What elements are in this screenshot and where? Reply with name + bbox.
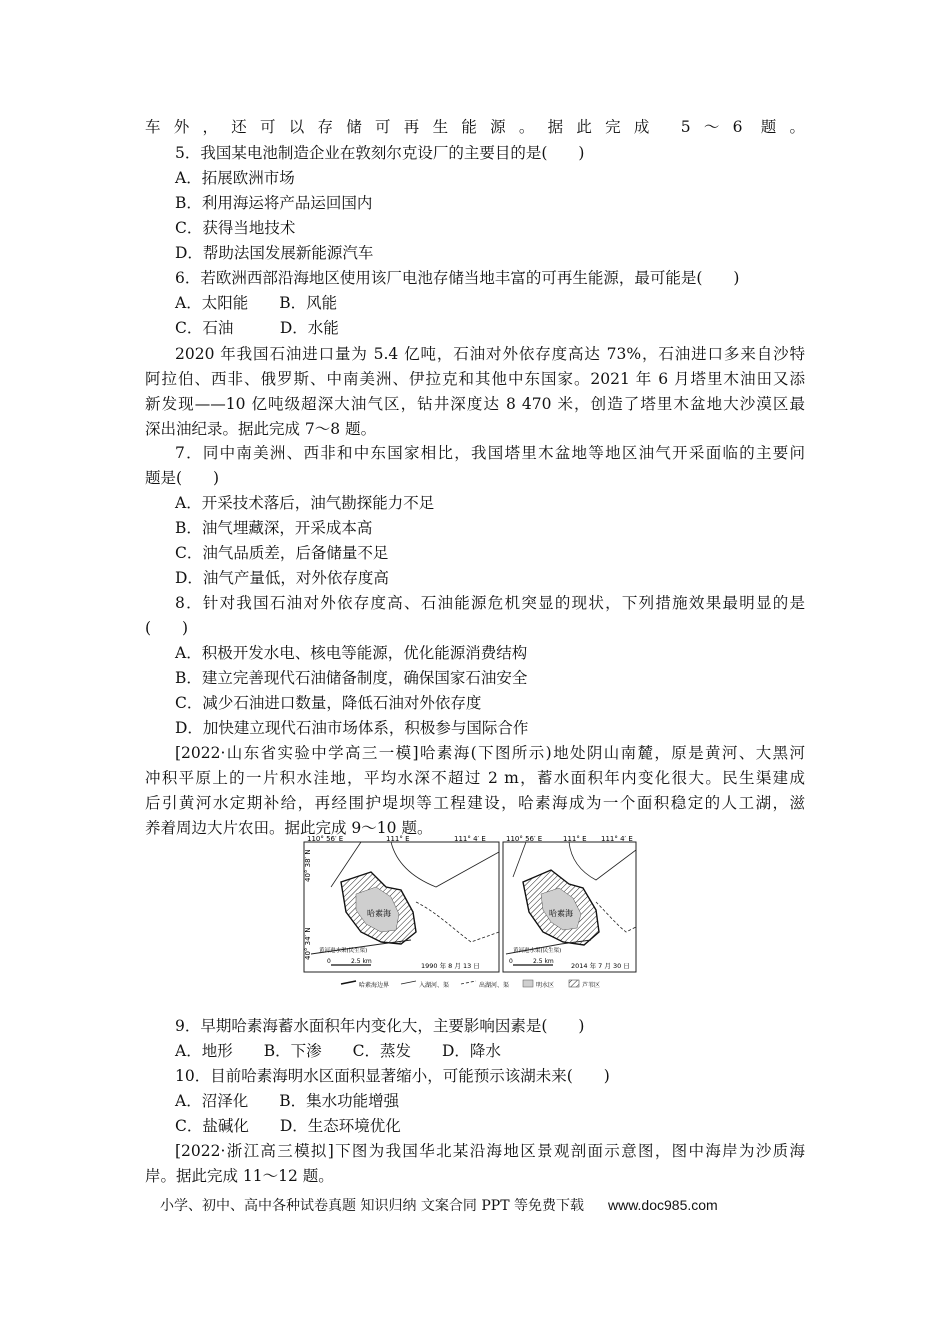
lon-label: 111° E [563, 835, 587, 843]
option-line: C．盐碱化 D．生态环境优化 [175, 1117, 401, 1135]
question-5: 5．我国某电池制造企业在敦刻尔克设厂的主要目的是( ) [175, 144, 585, 162]
option-line: D．油气产量低，对外依存度高 [175, 569, 389, 587]
canal-label: 黄河进水渠(民生渠) [319, 948, 368, 954]
map-1990 [304, 835, 499, 972]
paragraph-line: 车外，还可以存储可再生能源。据此完成 5～6 题。 [145, 118, 805, 136]
option-line: A．开采技术落后，油气勘探能力不足 [175, 494, 435, 512]
question-9: 9．早期哈素海蓄水面积年内变化大，主要影响因素是( ) [175, 1017, 585, 1035]
lake-name: 哈素海 [549, 909, 573, 918]
paragraph-line: 新发现——10 亿吨级超深大油气区，钻井深度达 8 470 米，创造了塔里木盆地大沙漠区最 [145, 395, 805, 413]
map-2014 [503, 835, 636, 972]
question-10: 10．目前哈素海明水区面积显著缩小，可能预示该湖未来( ) [175, 1067, 610, 1085]
lat-label: 40° 38′ N [304, 849, 312, 882]
question-8: 8．针对我国石油对外依存度高、石油能源危机突显的现状，下列措施效果最明显的是 [175, 594, 805, 612]
option-line: C．油气品质差，后备储量不足 [175, 544, 389, 562]
paragraph-line: 养着周边大片农田。据此完成 9～10 题。 [145, 819, 433, 837]
paragraph-line: 深出油纪录。据此完成 7～8 题。 [145, 420, 377, 438]
hasuhai-map-figure [301, 832, 639, 992]
lake-name: 哈素海 [367, 909, 391, 918]
question-6: 6．若欧洲西部沿海地区使用该厂电池存储当地丰富的可再生能源，最可能是( ) [175, 269, 740, 287]
scale-label: 2.5 km [351, 958, 372, 965]
option-line: D．帮助法国发展新能源汽车 [175, 244, 374, 262]
lon-label: 111° E [386, 835, 410, 843]
legend-item: 哈素海边界 [359, 982, 390, 989]
scale-zero: 0 [327, 958, 331, 965]
option-line: B．建立完善现代石油储备制度，确保国家石油安全 [175, 669, 528, 687]
lon-label: 111° 4′ E [601, 835, 633, 843]
legend-item: 入湖河、渠 [419, 982, 450, 989]
question-7: 7．同中南美洲、西非和中东国家相比，我国塔里木盆地等地区油气开采面临的主要问 [175, 444, 805, 462]
footer-text: 小学、初中、高中各种试卷真题 知识归纳 文案合同 PPT 等免费下载 [160, 1198, 584, 1214]
page-footer [160, 1195, 718, 1215]
option-line: A．地形 B．下渗 C．蒸发 D．降水 [175, 1042, 501, 1060]
lon-label: 110° 56′ E [307, 835, 344, 843]
legend-item: 出湖河、渠 [479, 982, 510, 989]
footer-url[interactable]: www.doc985.com [607, 1197, 718, 1213]
option-line: B．油气埋藏深，开采成本高 [175, 519, 373, 537]
question-8-cont: ( ) [145, 619, 189, 637]
lon-label: 111° 4′ E [454, 835, 486, 843]
paragraph-line: 岸。据此完成 11～12 题。 [145, 1167, 334, 1185]
paragraph-line: [2022·山东省实验中学高三一模]哈素海(下图所示)地处阴山南麓，原是黄河、大黑河 [175, 744, 805, 762]
boundary-legend-icon [341, 981, 356, 984]
inflow-legend-icon [401, 981, 416, 984]
paragraph-line: [2022·浙江高三模拟]下图为我国华北某沿海地区景观剖面示意图，图中海岸为沙质海 [175, 1142, 805, 1160]
option-line: A．积极开发水电、核电等能源，优化能源消费结构 [175, 644, 528, 662]
map-date: 2014 年 7 月 30 日 [571, 962, 630, 970]
canal-label: 黄河进水渠(民生渠) [513, 948, 562, 954]
option-line: C．减少石油进口数量，降低石油对外依存度 [175, 694, 482, 712]
outflow-legend-icon [461, 981, 476, 984]
reed-legend-icon [569, 980, 579, 987]
legend-item: 明水区 [536, 982, 555, 989]
scale-zero: 0 [509, 958, 513, 965]
scale-label: 2.5 km [533, 958, 554, 965]
map-date: 1990 年 8 月 13 日 [421, 962, 480, 970]
lon-label: 110° 56′ E [506, 835, 543, 843]
map-legend [341, 980, 600, 989]
option-line: B．利用海运将产品运回国内 [175, 194, 373, 212]
paragraph-line: 冲积平原上的一片积水洼地，平均水深不超过 2 m，蓄水面积年内变化很大。民生渠建成 [145, 769, 805, 787]
paragraph-line: 后引黄河水定期补给，再经围护堤坝等工程建设，哈素海成为一个面积稳定的人工湖，滋 [145, 794, 805, 812]
open-water-legend-icon [523, 980, 533, 987]
legend-item: 芦苇区 [582, 982, 601, 989]
question-7-cont: 题是( ) [145, 469, 220, 487]
option-line: C．获得当地技术 [175, 219, 296, 237]
paragraph-line: 2020 年我国石油进口量为 5.4 亿吨，石油对外依存度高达 73%，石油进口多来自沙特 [175, 345, 805, 363]
option-line: D．加快建立现代石油市场体系，积极参与国际合作 [175, 719, 529, 737]
option-line: A．太阳能 B．风能 [175, 294, 338, 312]
option-line: A．沼泽化 B．集水功能增强 [175, 1092, 400, 1110]
option-line: A．拓展欧洲市场 [175, 169, 295, 187]
paragraph-line: 阿拉伯、西非、俄罗斯、中南美洲、伊拉克和其他中东国家。2021 年 6 月塔里木油田又添 [145, 370, 805, 388]
option-line: C．石油 D．水能 [175, 319, 339, 337]
lat-label: 40° 34′ N [304, 927, 312, 960]
